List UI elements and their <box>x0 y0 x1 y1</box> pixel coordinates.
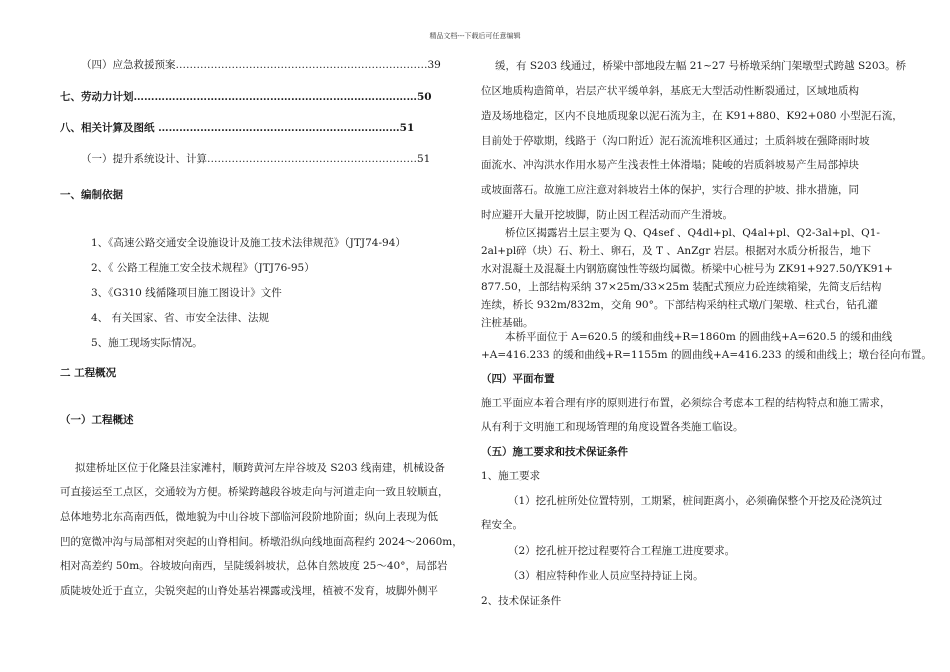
body-line: 质陡坡处近于直立，尖锐突起的山脊处基岩裸露或浅埋，植被不发育，坡脚外侧平 <box>60 585 438 597</box>
basis-item: 3、《G310 线循隆项目施工图设计》文件 <box>91 287 282 299</box>
body-line: 或坡面落石。故施工应注意对斜坡岩土体的保护，实行合理的护坡、排水措施，同 <box>481 184 859 196</box>
body-line: 时应避开大量开挖坡脚，防止因工程活动而产生滑坡。 <box>481 209 733 221</box>
toc-entry[interactable]: （四）应急救援预案………………………………………………………………39 <box>81 59 441 71</box>
body-line: 连续，桥长 932m/832m，交角 90°。下部结构采纳柱式墩/门架墩、柱式台，钻孔灌 <box>481 299 878 311</box>
body-line: 施工平面应本着合理有序的原则进行布置，必须综合考虑本工程的结构特点和施工需求， <box>481 397 891 409</box>
subsection-heading: （一）工程概述 <box>60 414 134 426</box>
body-line: （1）挖孔桩所处位置特别，工期紧，桩间距离小，必须确保整个开挖及砼浇筑过 <box>508 495 883 507</box>
body-line: 相对高差约 50m。谷坡坡向南西，呈陡缓斜坡状，总体自然坡度 25～40°，局部岩 <box>60 560 448 572</box>
section-heading: 二 工程概况 <box>60 367 117 379</box>
toc-entry[interactable]: （一）提升系统设计、计算……………………………………………………51 <box>81 153 431 165</box>
body-line: 目前处于停歇期，线路于（沟口附近）泥石流流堆积区通过；土质斜坡在强降雨时坡 <box>481 135 870 147</box>
body-line: 2al+pl碎（块）石、粉土、卵石，及 T 、AnZgr 岩层。根据对水质分析报告，地下 <box>481 245 872 257</box>
body-line: 拟建桥址区位于化隆县洼家滩村，顺跨黄河左岸谷坡及 S203 线南建，机械设备 <box>75 462 445 474</box>
section-heading: 一、编制依据 <box>60 189 123 201</box>
toc-entry[interactable]: 七、劳动力计划………………………………………………………………………50 <box>60 91 432 103</box>
subsection-heading: （四）平面布置 <box>481 373 555 385</box>
body-line: 桥位区揭露岩土层主要为 Q、Q4sef 、Q4dl+pl、Q4al+pl、Q2-3al+pl、Q1- <box>505 227 880 239</box>
basis-item: 1、《高速公路交通安全设施设计及施工技术法律规范》（JTJ74-94） <box>91 237 406 249</box>
body-line: 位区地质构造简单，岩层产状平缓单斜，基底无大型活动性断裂通过，区域地质构 <box>481 85 859 97</box>
subsection-heading: （五）施工要求和技术保证条件 <box>481 446 628 458</box>
body-line: 凹的宽微冲沟与局部相对突起的山脊相间。桥墩沿纵向线地面高程约 2024～2060m， <box>60 536 463 548</box>
body-line: 总体地势北东高南西低，微地貌为中山谷坡下部临河段阶地阶面；纵向上表现为低 <box>60 511 438 523</box>
body-line: 缓，有 S203 线通过，桥梁中部地段左幅 21~27 号桥墩采纳门架墩型式跨越 S203。桥 <box>495 60 907 72</box>
body-line: 面流水、冲沟洪水作用水易产生浅表性土体滑塌；陡峻的岩质斜坡易产生局部掉块 <box>481 159 859 171</box>
basis-item: 2、《 公路工程施工安全技术规程》（JTJ76-95） <box>91 262 315 274</box>
toc-entry[interactable]: 八、相关计算及图纸 ……………………………………………………………51 <box>60 122 415 134</box>
basis-item: 5、施工现场实际情况。 <box>91 337 203 349</box>
body-line: 可直接运至工点区，交通较为方便。桥梁跨越段谷坡走向与河道走向一致且较顺直， <box>60 486 449 498</box>
body-line: 1、施工要求 <box>481 470 541 482</box>
body-line: 2、技术保证条件 <box>481 595 562 607</box>
body-line: （2）挖孔桩开挖过程要符合工程施工进度要求。 <box>508 545 736 557</box>
body-line: 造及场地稳定，区内不良地质现象以泥石流为主，在 K91+880、K92+080 小型泥石流， <box>481 110 903 122</box>
body-line: 本桥平面位于 A=620.5 的缓和曲线+R=1860m 的圆曲线+A=620.5 的缓和曲线 <box>505 331 893 343</box>
body-line: （3）相应特种作业人员应坚持持证上岗。 <box>508 570 704 582</box>
page-header: 精品文档---下载后可任意编辑 <box>429 32 521 40</box>
body-line: 注桩基础。 <box>481 317 534 329</box>
body-line: 程安全。 <box>481 519 523 531</box>
basis-item: 4、 有关国家、省、市安全法律、法规 <box>91 312 270 324</box>
body-line: +A=416.233 的缓和曲线+R=1155m 的圆曲线+A=416.233 的缓和曲线上；墩台径向布置。 <box>481 349 932 361</box>
body-line: 从有利于文明施工和现场管理的角度设置各类施工临设。 <box>481 421 744 433</box>
body-line: 877.50，上部结构采纳 37×25m/33×25m 装配式预应力砼连续箱梁，先简支后结构 <box>481 281 882 293</box>
body-line: 水对混凝土及混凝土内钢筋腐蚀性等级均属微。桥梁中心桩号为 ZK91+927.50/YK91+ <box>481 263 893 275</box>
